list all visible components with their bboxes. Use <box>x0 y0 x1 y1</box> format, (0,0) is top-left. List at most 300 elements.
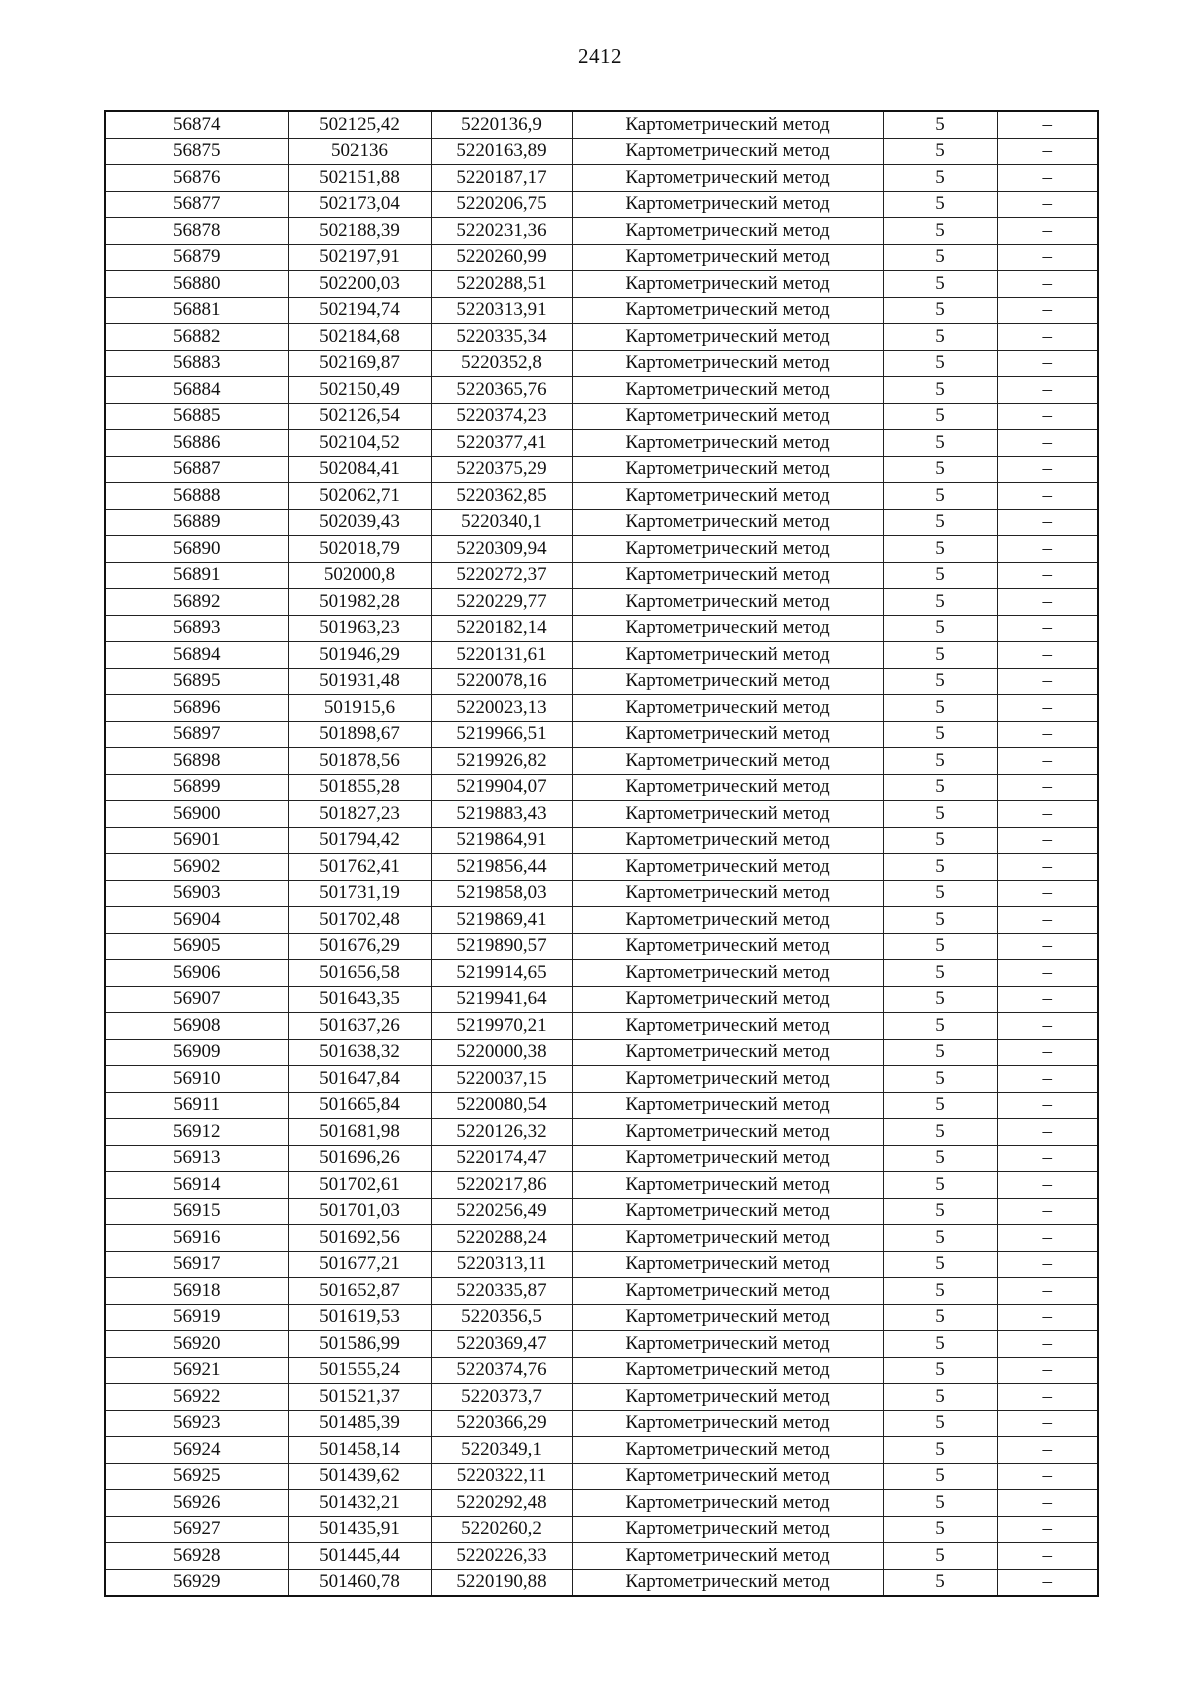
x-coordinate-cell: 501963,23 <box>288 615 431 642</box>
method-cell: Картометрический метод <box>572 403 883 430</box>
description-cell: – <box>997 1225 1098 1252</box>
y-coordinate-cell: 5220182,14 <box>431 615 572 642</box>
description-cell: – <box>997 960 1098 987</box>
point-number-cell: 56907 <box>105 986 288 1013</box>
x-coordinate-cell: 501898,67 <box>288 721 431 748</box>
description-cell: – <box>997 880 1098 907</box>
accuracy-cell: 5 <box>883 165 997 192</box>
table-row <box>105 695 1098 722</box>
method-cell: Картометрический метод <box>572 377 883 404</box>
y-coordinate-cell: 5220366,29 <box>431 1410 572 1437</box>
table-row <box>105 1569 1098 1596</box>
y-coordinate-cell: 5220322,11 <box>431 1463 572 1490</box>
method-cell: Картометрический метод <box>572 430 883 457</box>
point-number-cell: 56908 <box>105 1013 288 1040</box>
x-coordinate-cell: 501692,56 <box>288 1225 431 1252</box>
table-row <box>105 1066 1098 1093</box>
point-number-cell: 56923 <box>105 1410 288 1437</box>
table-row <box>105 615 1098 642</box>
method-cell: Картометрический метод <box>572 218 883 245</box>
table-body <box>105 111 1098 1596</box>
y-coordinate-cell: 5220373,7 <box>431 1384 572 1411</box>
y-coordinate-cell: 5220365,76 <box>431 377 572 404</box>
x-coordinate-cell: 502173,04 <box>288 191 431 218</box>
table-row <box>105 403 1098 430</box>
method-cell: Картометрический метод <box>572 1066 883 1093</box>
point-number-cell: 56885 <box>105 403 288 430</box>
x-coordinate-cell: 501619,53 <box>288 1304 431 1331</box>
accuracy-cell: 5 <box>883 1516 997 1543</box>
method-cell: Картометрический метод <box>572 880 883 907</box>
accuracy-cell: 5 <box>883 1278 997 1305</box>
y-coordinate-cell: 5219864,91 <box>431 827 572 854</box>
table-row <box>105 880 1098 907</box>
table-row <box>105 1278 1098 1305</box>
y-coordinate-cell: 5220126,32 <box>431 1119 572 1146</box>
y-coordinate-cell: 5219858,03 <box>431 880 572 907</box>
accuracy-cell: 5 <box>883 1172 997 1199</box>
y-coordinate-cell: 5219926,82 <box>431 748 572 775</box>
method-cell: Картометрический метод <box>572 165 883 192</box>
x-coordinate-cell: 502084,41 <box>288 456 431 483</box>
x-coordinate-cell: 501637,26 <box>288 1013 431 1040</box>
description-cell: – <box>997 271 1098 298</box>
table-row <box>105 1516 1098 1543</box>
x-coordinate-cell: 501656,58 <box>288 960 431 987</box>
x-coordinate-cell: 501702,61 <box>288 1172 431 1199</box>
table-row <box>105 801 1098 828</box>
x-coordinate-cell: 502151,88 <box>288 165 431 192</box>
accuracy-cell: 5 <box>883 907 997 934</box>
table-row <box>105 350 1098 377</box>
point-number-cell: 56886 <box>105 430 288 457</box>
y-coordinate-cell: 5220352,8 <box>431 350 572 377</box>
method-cell: Картометрический метод <box>572 1172 883 1199</box>
accuracy-cell: 5 <box>883 642 997 669</box>
y-coordinate-cell: 5220362,85 <box>431 483 572 510</box>
point-number-cell: 56880 <box>105 271 288 298</box>
y-coordinate-cell: 5220187,17 <box>431 165 572 192</box>
description-cell: – <box>997 695 1098 722</box>
x-coordinate-cell: 501827,23 <box>288 801 431 828</box>
accuracy-cell: 5 <box>883 456 997 483</box>
point-number-cell: 56874 <box>105 111 288 138</box>
y-coordinate-cell: 5220078,16 <box>431 668 572 695</box>
description-cell: – <box>997 1278 1098 1305</box>
table-row <box>105 1039 1098 1066</box>
point-number-cell: 56877 <box>105 191 288 218</box>
accuracy-cell: 5 <box>883 562 997 589</box>
point-number-cell: 56925 <box>105 1463 288 1490</box>
method-cell: Картометрический метод <box>572 1516 883 1543</box>
y-coordinate-cell: 5220023,13 <box>431 695 572 722</box>
y-coordinate-cell: 5220374,76 <box>431 1357 572 1384</box>
description-cell: – <box>997 1331 1098 1358</box>
x-coordinate-cell: 501982,28 <box>288 589 431 616</box>
x-coordinate-cell: 501665,84 <box>288 1092 431 1119</box>
point-number-cell: 56893 <box>105 615 288 642</box>
y-coordinate-cell: 5219966,51 <box>431 721 572 748</box>
point-number-cell: 56926 <box>105 1490 288 1517</box>
accuracy-cell: 5 <box>883 1569 997 1596</box>
description-cell: – <box>997 1490 1098 1517</box>
x-coordinate-cell: 501647,84 <box>288 1066 431 1093</box>
x-coordinate-cell: 501702,48 <box>288 907 431 934</box>
table-row <box>105 1437 1098 1464</box>
method-cell: Картометрический метод <box>572 1357 883 1384</box>
table-row <box>105 827 1098 854</box>
description-cell: – <box>997 403 1098 430</box>
method-cell: Картометрический метод <box>572 668 883 695</box>
y-coordinate-cell: 5220335,34 <box>431 324 572 351</box>
table-row <box>105 854 1098 881</box>
table-row <box>105 1384 1098 1411</box>
description-cell: – <box>997 377 1098 404</box>
description-cell: – <box>997 1013 1098 1040</box>
method-cell: Картометрический метод <box>572 801 883 828</box>
point-number-cell: 56922 <box>105 1384 288 1411</box>
method-cell: Картометрический метод <box>572 1145 883 1172</box>
y-coordinate-cell: 5220313,11 <box>431 1251 572 1278</box>
table-row <box>105 774 1098 801</box>
y-coordinate-cell: 5220037,15 <box>431 1066 572 1093</box>
point-number-cell: 56921 <box>105 1357 288 1384</box>
point-number-cell: 56914 <box>105 1172 288 1199</box>
y-coordinate-cell: 5220131,61 <box>431 642 572 669</box>
method-cell: Картометрический метод <box>572 1251 883 1278</box>
y-coordinate-cell: 5220356,5 <box>431 1304 572 1331</box>
point-number-cell: 56890 <box>105 536 288 563</box>
table-row <box>105 509 1098 536</box>
x-coordinate-cell: 502150,49 <box>288 377 431 404</box>
description-cell: – <box>997 748 1098 775</box>
accuracy-cell: 5 <box>883 138 997 165</box>
method-cell: Картометрический метод <box>572 1278 883 1305</box>
method-cell: Картометрический метод <box>572 138 883 165</box>
method-cell: Картометрический метод <box>572 1119 883 1146</box>
accuracy-cell: 5 <box>883 827 997 854</box>
method-cell: Картометрический метод <box>572 562 883 589</box>
description-cell: – <box>997 589 1098 616</box>
y-coordinate-cell: 5219941,64 <box>431 986 572 1013</box>
method-cell: Картометрический метод <box>572 986 883 1013</box>
y-coordinate-cell: 5220375,29 <box>431 456 572 483</box>
table-row <box>105 271 1098 298</box>
x-coordinate-cell: 502062,71 <box>288 483 431 510</box>
description-cell: – <box>997 536 1098 563</box>
x-coordinate-cell: 501460,78 <box>288 1569 431 1596</box>
description-cell: – <box>997 456 1098 483</box>
point-number-cell: 56889 <box>105 509 288 536</box>
y-coordinate-cell: 5220190,88 <box>431 1569 572 1596</box>
description-cell: – <box>997 721 1098 748</box>
accuracy-cell: 5 <box>883 1119 997 1146</box>
table-row <box>105 1225 1098 1252</box>
point-number-cell: 56903 <box>105 880 288 907</box>
x-coordinate-cell: 501855,28 <box>288 774 431 801</box>
point-number-cell: 56913 <box>105 1145 288 1172</box>
point-number-cell: 56904 <box>105 907 288 934</box>
x-coordinate-cell: 501701,03 <box>288 1198 431 1225</box>
method-cell: Картометрический метод <box>572 1490 883 1517</box>
y-coordinate-cell: 5219890,57 <box>431 933 572 960</box>
x-coordinate-cell: 501677,21 <box>288 1251 431 1278</box>
description-cell: – <box>997 1569 1098 1596</box>
x-coordinate-cell: 501458,14 <box>288 1437 431 1464</box>
y-coordinate-cell: 5220136,9 <box>431 111 572 138</box>
description-cell: – <box>997 297 1098 324</box>
table-row <box>105 1543 1098 1570</box>
x-coordinate-cell: 502018,79 <box>288 536 431 563</box>
x-coordinate-cell: 502104,52 <box>288 430 431 457</box>
accuracy-cell: 5 <box>883 1039 997 1066</box>
accuracy-cell: 5 <box>883 748 997 775</box>
y-coordinate-cell: 5220217,86 <box>431 1172 572 1199</box>
point-number-cell: 56883 <box>105 350 288 377</box>
description-cell: – <box>997 244 1098 271</box>
y-coordinate-cell: 5219856,44 <box>431 854 572 881</box>
description-cell: – <box>997 1119 1098 1146</box>
x-coordinate-cell: 501435,91 <box>288 1516 431 1543</box>
description-cell: – <box>997 986 1098 1013</box>
point-number-cell: 56894 <box>105 642 288 669</box>
point-number-cell: 56899 <box>105 774 288 801</box>
table-row <box>105 111 1098 138</box>
y-coordinate-cell: 5219904,07 <box>431 774 572 801</box>
point-number-cell: 56878 <box>105 218 288 245</box>
method-cell: Картометрический метод <box>572 456 883 483</box>
accuracy-cell: 5 <box>883 536 997 563</box>
accuracy-cell: 5 <box>883 430 997 457</box>
method-cell: Картометрический метод <box>572 483 883 510</box>
description-cell: – <box>997 1463 1098 1490</box>
y-coordinate-cell: 5219869,41 <box>431 907 572 934</box>
table-row <box>105 1331 1098 1358</box>
y-coordinate-cell: 5220174,47 <box>431 1145 572 1172</box>
y-coordinate-cell: 5220163,89 <box>431 138 572 165</box>
accuracy-cell: 5 <box>883 1198 997 1225</box>
method-cell: Картометрический метод <box>572 1039 883 1066</box>
y-coordinate-cell: 5220229,77 <box>431 589 572 616</box>
description-cell: – <box>997 509 1098 536</box>
accuracy-cell: 5 <box>883 377 997 404</box>
method-cell: Картометрический метод <box>572 827 883 854</box>
method-cell: Картометрический метод <box>572 1463 883 1490</box>
description-cell: – <box>997 1092 1098 1119</box>
point-number-cell: 56876 <box>105 165 288 192</box>
description-cell: – <box>997 827 1098 854</box>
accuracy-cell: 5 <box>883 509 997 536</box>
accuracy-cell: 5 <box>883 1013 997 1040</box>
x-coordinate-cell: 501878,56 <box>288 748 431 775</box>
x-coordinate-cell: 502194,74 <box>288 297 431 324</box>
x-coordinate-cell: 501432,21 <box>288 1490 431 1517</box>
point-number-cell: 56915 <box>105 1198 288 1225</box>
description-cell: – <box>997 1437 1098 1464</box>
point-number-cell: 56924 <box>105 1437 288 1464</box>
description-cell: – <box>997 907 1098 934</box>
x-coordinate-cell: 501762,41 <box>288 854 431 881</box>
table-row <box>105 907 1098 934</box>
table-row <box>105 721 1098 748</box>
description-cell: – <box>997 218 1098 245</box>
accuracy-cell: 5 <box>883 191 997 218</box>
accuracy-cell: 5 <box>883 1145 997 1172</box>
method-cell: Картометрический метод <box>572 1304 883 1331</box>
x-coordinate-cell: 501794,42 <box>288 827 431 854</box>
point-number-cell: 56875 <box>105 138 288 165</box>
accuracy-cell: 5 <box>883 1437 997 1464</box>
point-number-cell: 56901 <box>105 827 288 854</box>
y-coordinate-cell: 5220272,37 <box>431 562 572 589</box>
accuracy-cell: 5 <box>883 880 997 907</box>
description-cell: – <box>997 801 1098 828</box>
point-number-cell: 56929 <box>105 1569 288 1596</box>
method-cell: Картометрический метод <box>572 244 883 271</box>
table-row <box>105 1013 1098 1040</box>
point-number-cell: 56919 <box>105 1304 288 1331</box>
method-cell: Картометрический метод <box>572 960 883 987</box>
accuracy-cell: 5 <box>883 589 997 616</box>
accuracy-cell: 5 <box>883 960 997 987</box>
method-cell: Картометрический метод <box>572 615 883 642</box>
x-coordinate-cell: 501638,32 <box>288 1039 431 1066</box>
method-cell: Картометрический метод <box>572 297 883 324</box>
description-cell: – <box>997 1172 1098 1199</box>
table-row <box>105 1092 1098 1119</box>
point-number-cell: 56910 <box>105 1066 288 1093</box>
coordinates-table <box>104 110 1099 1597</box>
x-coordinate-cell: 501445,44 <box>288 1543 431 1570</box>
accuracy-cell: 5 <box>883 1066 997 1093</box>
accuracy-cell: 5 <box>883 801 997 828</box>
accuracy-cell: 5 <box>883 1410 997 1437</box>
accuracy-cell: 5 <box>883 1225 997 1252</box>
x-coordinate-cell: 502126,54 <box>288 403 431 430</box>
y-coordinate-cell: 5220374,23 <box>431 403 572 430</box>
description-cell: – <box>997 1039 1098 1066</box>
y-coordinate-cell: 5220288,24 <box>431 1225 572 1252</box>
table-row <box>105 324 1098 351</box>
x-coordinate-cell: 501652,87 <box>288 1278 431 1305</box>
method-cell: Картометрический метод <box>572 1013 883 1040</box>
method-cell: Картометрический метод <box>572 854 883 881</box>
y-coordinate-cell: 5220349,1 <box>431 1437 572 1464</box>
point-number-cell: 56918 <box>105 1278 288 1305</box>
method-cell: Картометрический метод <box>572 271 883 298</box>
x-coordinate-cell: 501676,29 <box>288 933 431 960</box>
x-coordinate-cell: 502169,87 <box>288 350 431 377</box>
description-cell: – <box>997 854 1098 881</box>
x-coordinate-cell: 501521,37 <box>288 1384 431 1411</box>
point-number-cell: 56909 <box>105 1039 288 1066</box>
accuracy-cell: 5 <box>883 244 997 271</box>
x-coordinate-cell: 501485,39 <box>288 1410 431 1437</box>
x-coordinate-cell: 502188,39 <box>288 218 431 245</box>
accuracy-cell: 5 <box>883 324 997 351</box>
description-cell: – <box>997 430 1098 457</box>
y-coordinate-cell: 5220226,33 <box>431 1543 572 1570</box>
table-row <box>105 1145 1098 1172</box>
description-cell: – <box>997 774 1098 801</box>
table-row <box>105 1410 1098 1437</box>
table-row <box>105 589 1098 616</box>
table-row <box>105 1172 1098 1199</box>
table-row <box>105 1119 1098 1146</box>
point-number-cell: 56912 <box>105 1119 288 1146</box>
x-coordinate-cell: 501696,26 <box>288 1145 431 1172</box>
y-coordinate-cell: 5220369,47 <box>431 1331 572 1358</box>
y-coordinate-cell: 5220260,99 <box>431 244 572 271</box>
table-row <box>105 1357 1098 1384</box>
method-cell: Картометрический метод <box>572 509 883 536</box>
point-number-cell: 56892 <box>105 589 288 616</box>
point-number-cell: 56887 <box>105 456 288 483</box>
y-coordinate-cell: 5220260,2 <box>431 1516 572 1543</box>
table-row <box>105 986 1098 1013</box>
y-coordinate-cell: 5220231,36 <box>431 218 572 245</box>
method-cell: Картометрический метод <box>572 933 883 960</box>
table-row <box>105 536 1098 563</box>
table-row <box>105 1463 1098 1490</box>
table-row <box>105 933 1098 960</box>
accuracy-cell: 5 <box>883 1331 997 1358</box>
accuracy-cell: 5 <box>883 483 997 510</box>
y-coordinate-cell: 5220377,41 <box>431 430 572 457</box>
method-cell: Картометрический метод <box>572 1437 883 1464</box>
description-cell: – <box>997 1198 1098 1225</box>
point-number-cell: 56882 <box>105 324 288 351</box>
accuracy-cell: 5 <box>883 933 997 960</box>
page-number: 2412 <box>578 44 622 68</box>
point-number-cell: 56928 <box>105 1543 288 1570</box>
y-coordinate-cell: 5219914,65 <box>431 960 572 987</box>
method-cell: Картометрический метод <box>572 589 883 616</box>
x-coordinate-cell: 502000,8 <box>288 562 431 589</box>
x-coordinate-cell: 502200,03 <box>288 271 431 298</box>
description-cell: – <box>997 1251 1098 1278</box>
y-coordinate-cell: 5220335,87 <box>431 1278 572 1305</box>
table-row <box>105 1304 1098 1331</box>
method-cell: Картометрический метод <box>572 721 883 748</box>
description-cell: – <box>997 350 1098 377</box>
description-cell: – <box>997 1145 1098 1172</box>
point-number-cell: 56906 <box>105 960 288 987</box>
accuracy-cell: 5 <box>883 774 997 801</box>
accuracy-cell: 5 <box>883 668 997 695</box>
x-coordinate-cell: 502039,43 <box>288 509 431 536</box>
accuracy-cell: 5 <box>883 111 997 138</box>
table-row <box>105 191 1098 218</box>
y-coordinate-cell: 5220080,54 <box>431 1092 572 1119</box>
point-number-cell: 56896 <box>105 695 288 722</box>
accuracy-cell: 5 <box>883 271 997 298</box>
y-coordinate-cell: 5220288,51 <box>431 271 572 298</box>
point-number-cell: 56888 <box>105 483 288 510</box>
y-coordinate-cell: 5220206,75 <box>431 191 572 218</box>
table-row <box>105 668 1098 695</box>
point-number-cell: 56905 <box>105 933 288 960</box>
point-number-cell: 56895 <box>105 668 288 695</box>
point-number-cell: 56884 <box>105 377 288 404</box>
x-coordinate-cell: 502197,91 <box>288 244 431 271</box>
description-cell: – <box>997 165 1098 192</box>
accuracy-cell: 5 <box>883 1092 997 1119</box>
method-cell: Картометрический метод <box>572 907 883 934</box>
point-number-cell: 56879 <box>105 244 288 271</box>
y-coordinate-cell: 5220256,49 <box>431 1198 572 1225</box>
method-cell: Картометрический метод <box>572 1092 883 1119</box>
